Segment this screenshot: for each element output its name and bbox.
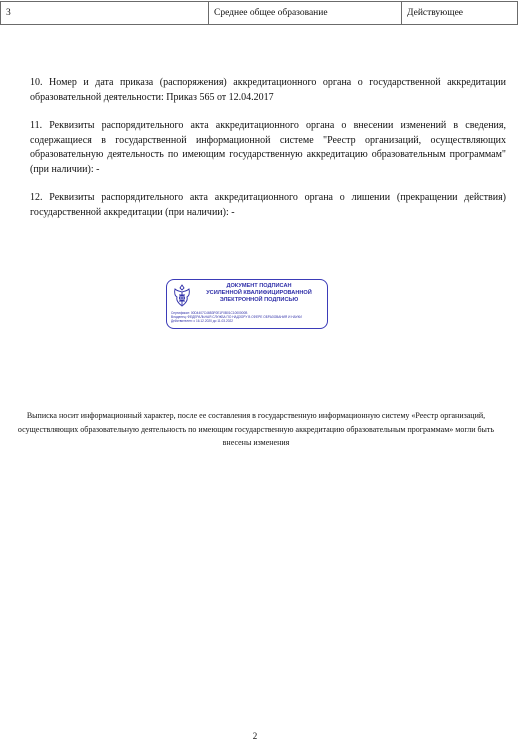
disclaimer-notice: Выписка носит информационный характер, после ее составления в государственную информационную систему «Реестр организаций, осуществляющих образовательную деятельность по имеющим государственную аккредитацию образовательным программам» могли быть внесены изменения	[17, 411, 495, 447]
coat-of-arms-icon	[171, 283, 193, 309]
table-row	[1, 2, 518, 25]
stamp-title-line: УСИЛЕННОЙ КВАЛИФИЦИРОВАННОЙ	[206, 290, 312, 296]
stamp-title-line: ЭЛЕКТРОННОЙ ПОДПИСЬЮ	[219, 297, 299, 303]
stamp-details	[171, 311, 326, 324]
paragraph-12-revocation: 12. Реквизиты распорядительного акта аккредитационного органа о лишении (прекращении действия) государственной аккредитации (при наличии): -	[30, 192, 506, 218]
paragraph-11-amendments: 11. Реквизиты распорядительного акта аккредитационного органа о внесении изменений в сведения, содержащиеся в государственной информационной системе "Реестр организаций, осуществляющих образовательную деятельность по имеющим государственную аккредитацию образовательным программам" (при наличии): -	[30, 120, 506, 175]
electronic-signature-stamp	[166, 279, 328, 329]
stamp-owner: Владелец: ФЕДЕРАЛЬНАЯ СЛУЖБА ПО НАДЗОРУ В СФЕРЕ ОБРАЗОВАНИЯ И НАУКИ	[171, 315, 302, 320]
paragraph-10-order: 10. Номер и дата приказа (распоряжения) аккредитационного органа о государственной аккредитации образовательной деятельности: Приказ 565 от 12.04.2017	[30, 77, 506, 103]
stamp-title-line: ДОКУМЕНТ ПОДПИСАН	[226, 283, 292, 289]
stamp-validity: Действителен: с 16.12.2020 до 11.03.2022	[171, 319, 234, 324]
accreditation-table	[0, 1, 518, 25]
stamp-certificate: Сертификат: 00D4407C46B3F0E1F0B01C1000000B	[171, 311, 248, 315]
education-level-cell: Среднее общее образование	[209, 2, 402, 25]
status-cell: Действующее	[402, 2, 518, 25]
row-number-cell: 3	[1, 2, 209, 25]
stamp-title	[193, 283, 325, 304]
page-number: 2	[252, 731, 258, 741]
